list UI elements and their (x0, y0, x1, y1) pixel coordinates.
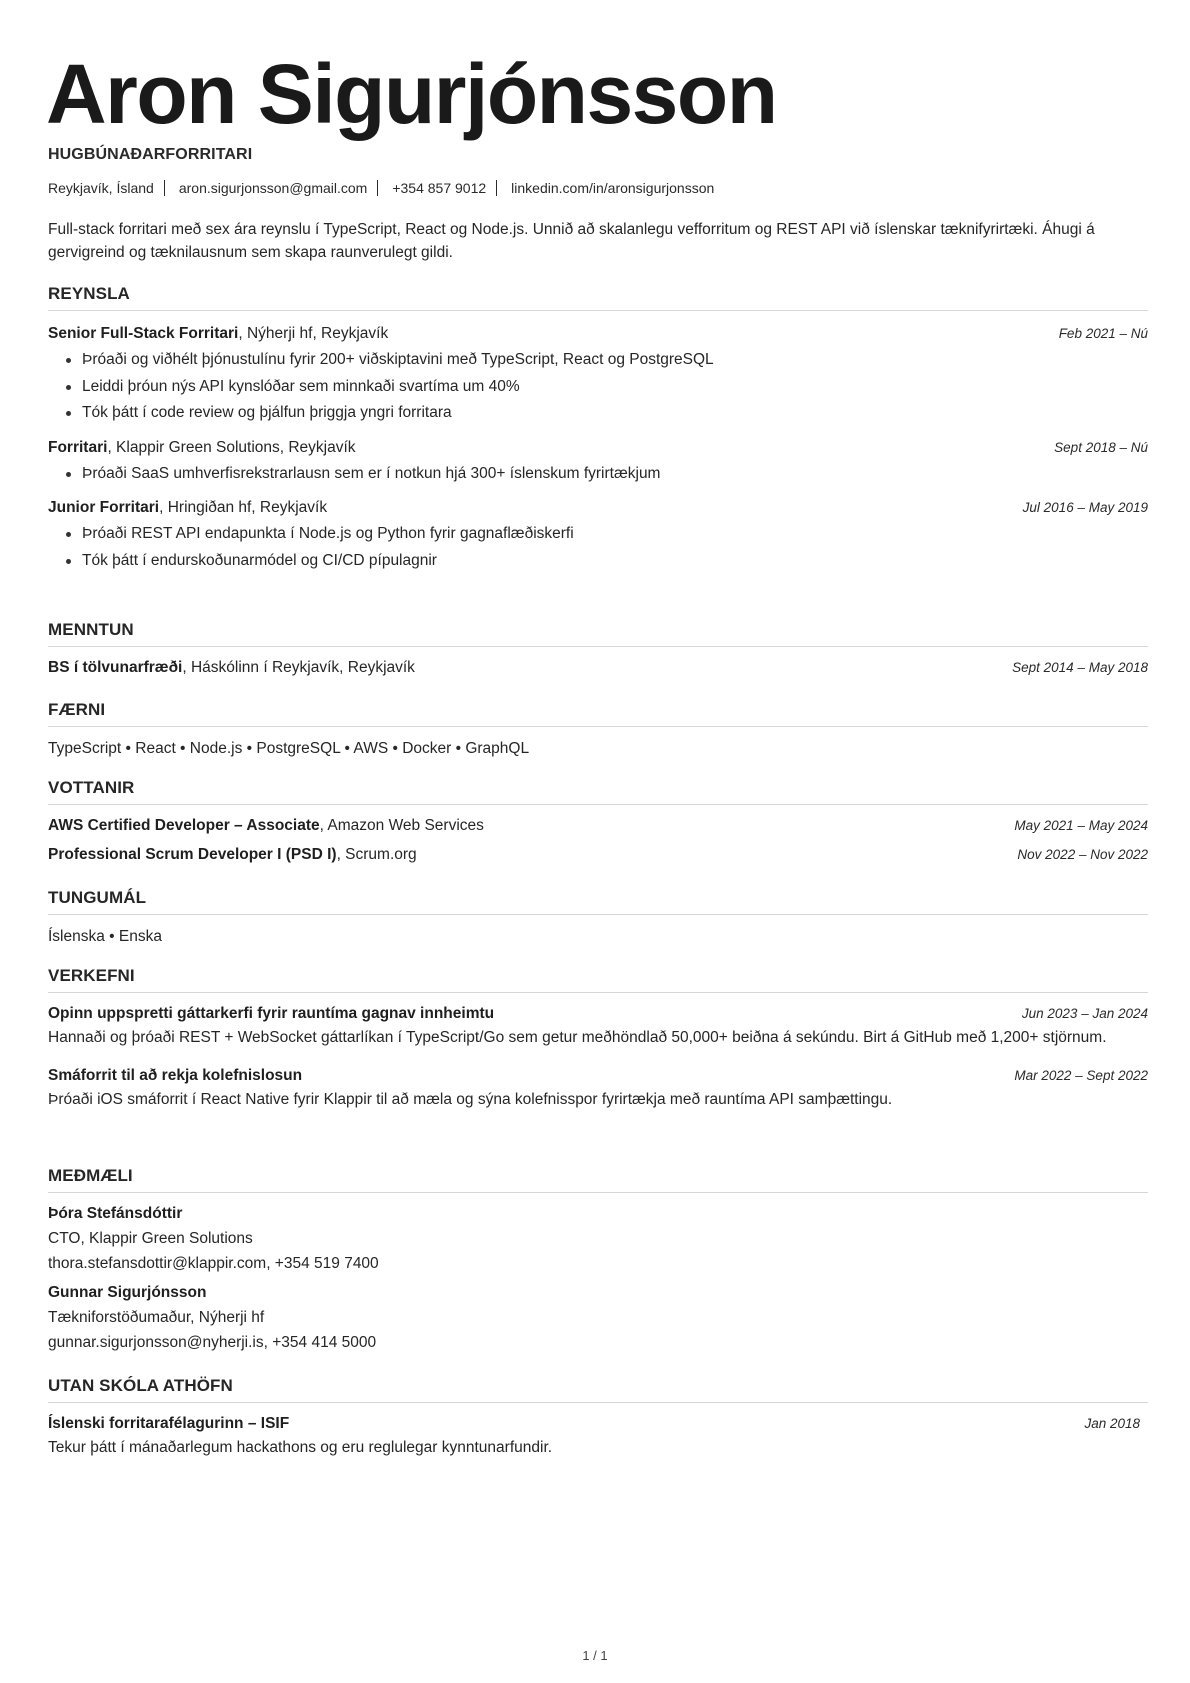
entry-org: , Hringiðan hf, Reykjavík (159, 499, 328, 516)
contact-phone[interactable]: +354 857 9012 (392, 180, 487, 196)
reference-entry (48, 1280, 1148, 1355)
entry-date: Jun 2023 – Jan 2024 (1021, 1006, 1148, 1021)
project-description: Hannaði og þróaði REST + WebSocket gáttarlíkan í TypeScript/Go sem getur meðhöndlað 50,000+ beiðna á sekúndu. Birt á GitHub með 1,200+ stjörnum. (48, 1029, 1107, 1046)
activity-description: Tekur þátt í mánaðarlegum hackathons og eru reglulegar kynntunarfundir. (48, 1439, 553, 1456)
cert-issuer: , Amazon Web Services (319, 817, 484, 834)
cert-name: AWS Certified Developer – Associate (48, 817, 320, 834)
entry-org: , Klappir Green Solutions, Reykjavík (107, 438, 356, 456)
reference-entry (48, 1201, 1148, 1276)
section-languages (48, 888, 1148, 948)
experience-entry (48, 325, 1148, 427)
section-skills (48, 700, 1148, 760)
entry-date: Sept 2014 – May 2018 (1012, 660, 1148, 675)
education-entry (48, 659, 1148, 677)
bullet-item: Tók þátt í code review og þjálfun þriggja yngri forritara (82, 400, 1148, 427)
section-title: REYNSLA (48, 284, 1148, 311)
contact-line (48, 180, 714, 196)
reference-name: Gunnar Sigurjónsson (48, 1284, 207, 1301)
activity-name: Íslenski forritarafélagurinn – ISIF (48, 1415, 290, 1432)
reference-contact: thora.stefansdottir@klappir.com, +354 519 7400 (48, 1255, 379, 1272)
project-entry (48, 1005, 1148, 1049)
skills-list: TypeScript • React • Node.js • PostgreSQL • AWS • Docker • GraphQL (48, 740, 530, 757)
contact-location: Reykjavík, Ísland (48, 180, 154, 196)
bullet-item: Þróaði SaaS umhverfisrekstrarlausn sem er í notkun hjá 300+ íslenskum fyrirtækjum (82, 461, 1148, 488)
section-title: TUNGUMÁL (48, 888, 1148, 915)
certification-entry (48, 817, 1148, 835)
section-experience (48, 284, 1148, 574)
entry-org: , Nýherji hf, Reykjavík (238, 325, 389, 342)
bullet-item: Þróaði og viðhélt þjónustulínu fyrir 200+ viðskiptavini með TypeScript, React og PostgreSQL (82, 347, 1148, 374)
extracurricular-entry (48, 1415, 1148, 1459)
reference-name: Þóra Stefánsdóttir (48, 1205, 183, 1222)
cert-name: Professional Scrum Developer I (PSD I) (48, 846, 337, 863)
experience-entry (48, 499, 1148, 574)
bullet-item: Tók þátt í endurskoðunarmódel og CI/CD pípulagnir (82, 548, 1148, 575)
section-references (48, 1166, 1148, 1355)
section-education (48, 620, 1148, 677)
separator (164, 180, 165, 196)
entry-date: May 2021 – May 2024 (1014, 818, 1148, 833)
entry-role: Forritari (48, 438, 108, 456)
entry-school: , Háskólinn í Reykjavík, Reykjavík (182, 659, 415, 676)
entry-date: Nov 2022 – Nov 2022 (1017, 847, 1148, 862)
job-title: HUGBÚNAÐARFORRITARI (48, 146, 253, 163)
section-projects (48, 966, 1148, 1111)
entry-role: Senior Full-Stack Forritari (48, 325, 239, 342)
languages-list: Íslenska • Enska (48, 928, 162, 945)
entry-date: Jul 2016 – May 2019 (1022, 500, 1148, 515)
entry-role: Junior Forritari (48, 499, 160, 516)
bullet-item: Leiddi þróun nýs API kynslóðar sem minnkaði svartíma um 40% (82, 374, 1148, 401)
reference-contact: gunnar.sigurjonsson@nyherji.is, +354 414 5000 (48, 1334, 377, 1351)
entry-date: Mar 2022 – Sept 2022 (1014, 1068, 1148, 1083)
section-title: MEÐMÆLI (48, 1166, 1148, 1193)
candidate-name: Aron Sigurjónsson (46, 47, 777, 141)
reference-position: Tækniforstöðumaður, Nýherji hf (48, 1309, 265, 1326)
entry-date: Sept 2018 – Nú (1054, 439, 1148, 455)
section-title: VOTTANIR (48, 778, 1148, 805)
contact-linkedin[interactable]: linkedin.com/in/aronsigurjonsson (511, 180, 715, 196)
project-description: Þróaði iOS smáforrit í React Native fyrir Klappir til að mæla og sýna kolefnisspor fyrirtækja með rauntíma API samþættingu. (48, 1091, 893, 1108)
contact-email[interactable]: aron.sigurjonsson@gmail.com (178, 180, 368, 196)
entry-degree: BS í tölvunarfræði (48, 659, 183, 676)
entry-date: Feb 2021 – Nú (1058, 326, 1148, 341)
section-title: FÆRNI (48, 700, 1148, 727)
entry-date: Jan 2018 (1084, 1416, 1140, 1431)
section-extracurricular (48, 1376, 1148, 1459)
reference-position: CTO, Klappir Green Solutions (48, 1230, 253, 1247)
experience-entry (48, 439, 1148, 488)
summary: Full-stack forritari með sex ára reynslu í TypeScript, React og Node.js. Unnið að skalanlegu vefforritum og REST API við íslenskar tæknifyrirtæki. Áhugi á gervigreind og tæknilausnum sem skapa raunverulegt gildi. (48, 221, 1095, 261)
separator (377, 180, 378, 196)
bullet-item: Þróaði REST API endapunkta í Node.js og Python fyrir gagnaflæðiskerfi (82, 521, 1148, 548)
section-title: MENNTUN (48, 620, 1148, 647)
separator (496, 180, 497, 196)
page-indicator: 1 / 1 (582, 1648, 608, 1663)
section-title: VERKEFNI (48, 966, 1148, 993)
certification-entry (48, 846, 1148, 864)
project-entry (48, 1067, 1148, 1111)
project-name: Smáforrit til að rekja kolefnislosun (48, 1067, 303, 1084)
project-name: Opinn uppspretti gáttarkerfi fyrir rauntíma gagnav innheimtu (48, 1005, 495, 1022)
section-title: UTAN SKÓLA ATHÖFN (48, 1376, 1148, 1403)
section-certifications (48, 778, 1148, 864)
cert-issuer: , Scrum.org (336, 846, 417, 863)
